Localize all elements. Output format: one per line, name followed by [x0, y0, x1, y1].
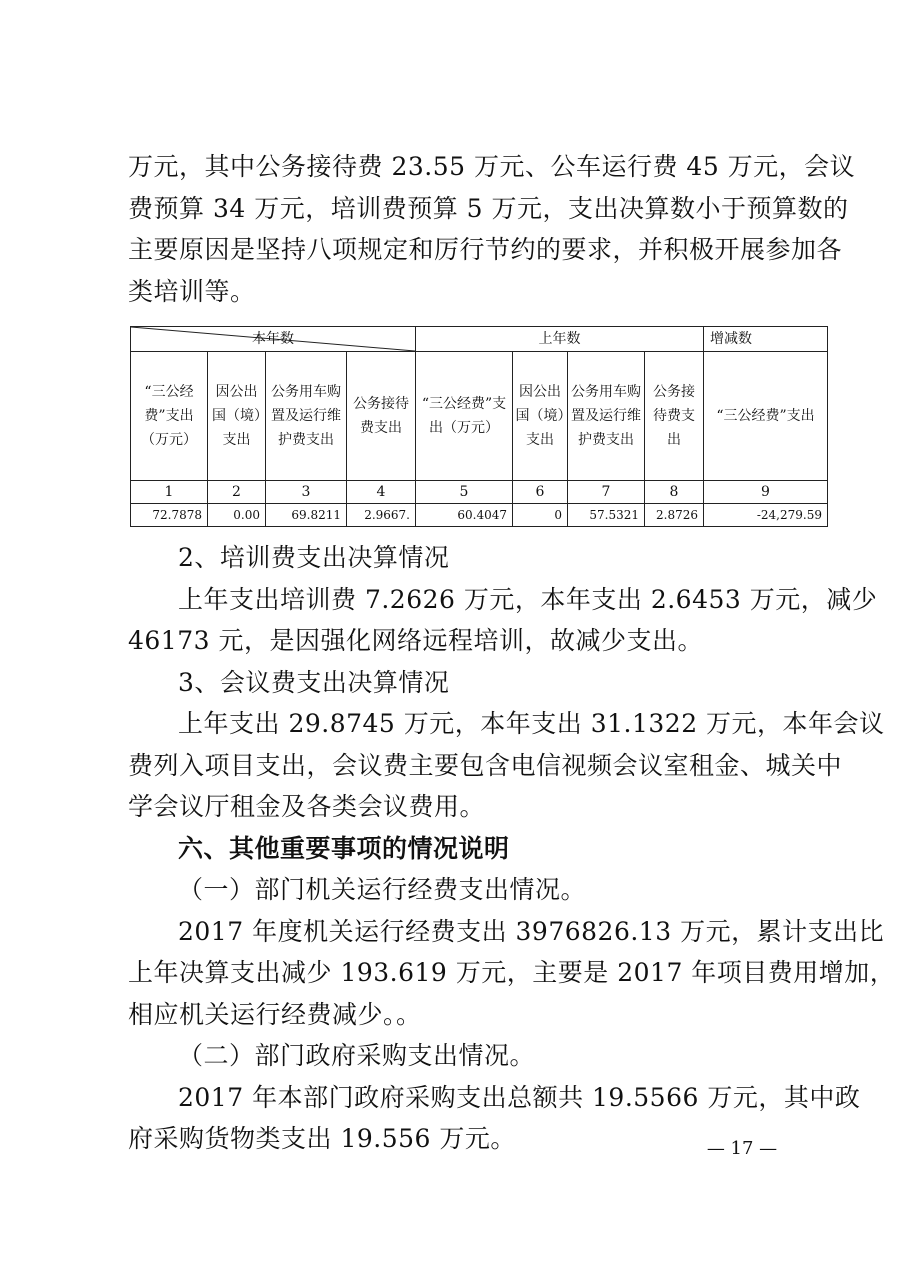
procurement-title: （二）部门政府采购支出情况。: [178, 1041, 536, 1070]
index-cell: 1: [131, 481, 208, 504]
value-cell: 57.5321: [568, 504, 645, 527]
index-cell: 2: [208, 481, 266, 504]
column-header: 因公出国（境）支出: [513, 352, 568, 481]
other-matters-heading: 六、其他重要事项的情况说明: [178, 833, 510, 863]
column-header: 公务用车购置及运行维护费支出: [568, 352, 645, 481]
index-cell: 3: [266, 481, 347, 504]
page-number: — 17 —: [706, 1138, 778, 1159]
value-cell: 72.7878: [131, 504, 208, 527]
meeting-line: 上年支出 29.8745 万元，本年支出 31.1322 万元，本年会议: [178, 709, 885, 738]
table-group-header-row: [131, 327, 828, 352]
table-index-row: [131, 481, 828, 504]
value-cell: 0.00: [208, 504, 266, 527]
intro-line: 类培训等。: [128, 276, 256, 306]
org-expense-line: 上年决算支出减少 193.619 万元，主要是 2017 年项目费用增加，: [128, 958, 896, 987]
column-header: 公务接待费支出: [645, 352, 704, 481]
column-header: “三公经费”支出: [704, 352, 828, 481]
org-expense-line: 2017 年度机关运行经费支出 3976826.13 万元，累计支出比: [178, 916, 885, 946]
index-cell: 9: [704, 481, 828, 504]
group-current-label: 本年数: [252, 331, 294, 347]
training-line: 46173 元，是因强化网络远程培训，故减少支出。: [128, 626, 703, 655]
meeting-line: 费列入项目支出，会议费主要包含电信视频会议室租金、城关中: [128, 750, 843, 780]
column-header: 公务用车购置及运行维护费支出: [266, 352, 347, 481]
procurement-line: 府采购货物类支出 19.556 万元。: [128, 1124, 516, 1153]
group-header-change: 增减数: [704, 327, 828, 352]
column-header: 公务接待费支出: [347, 352, 416, 481]
three-public-expenses-table: [130, 326, 828, 527]
intro-line: 万元，其中公务接待费 23.55 万元、公车运行费 45 万元，会议: [128, 152, 856, 181]
value-cell: -24,279.59: [704, 504, 828, 527]
body-sections: [128, 537, 896, 1160]
index-cell: 6: [513, 481, 568, 504]
value-cell: 2.9667.: [347, 504, 416, 527]
column-header: “三公经费”支出（万元）: [416, 352, 513, 481]
index-cell: 4: [347, 481, 416, 504]
value-cell: 2.8726: [645, 504, 704, 527]
meeting-section-title: 3、会议费支出决算情况: [178, 667, 450, 697]
intro-line: 费预算 34 万元，培训费预算 5 万元，支出决算数小于预算数的: [128, 193, 849, 223]
intro-paragraph: [128, 146, 856, 312]
column-header: “三公经费”支出（万元）: [131, 352, 208, 481]
table-row: [131, 504, 828, 527]
group-header-current-year: [131, 327, 416, 352]
index-cell: 7: [568, 481, 645, 504]
index-cell: 5: [416, 481, 513, 504]
value-cell: 0: [513, 504, 568, 527]
value-cell: 69.8211: [266, 504, 347, 527]
column-header: 因公出国（境）支出: [208, 352, 266, 481]
intro-line: 主要原因是坚持八项规定和厉行节约的要求，并积极开展参加各: [128, 235, 843, 264]
org-expense-line: 相应机关运行经费减少。。: [128, 999, 422, 1029]
table-column-header-row: [131, 352, 828, 481]
org-expense-title: （一）部门机关运行经费支出情况。: [178, 875, 587, 904]
meeting-line: 学会议厅租金及各类会议费用。: [128, 792, 486, 821]
value-cell: 60.4047: [416, 504, 513, 527]
group-header-previous-year: 上年数: [416, 327, 704, 352]
training-section-title: 2、培训费支出决算情况: [178, 543, 450, 572]
procurement-line: 2017 年本部门政府采购支出总额共 19.5566 万元，其中政: [178, 1082, 861, 1112]
index-cell: 8: [645, 481, 704, 504]
training-line: 上年支出培训费 7.2626 万元，本年支出 2.6453 万元，减少: [178, 584, 878, 614]
